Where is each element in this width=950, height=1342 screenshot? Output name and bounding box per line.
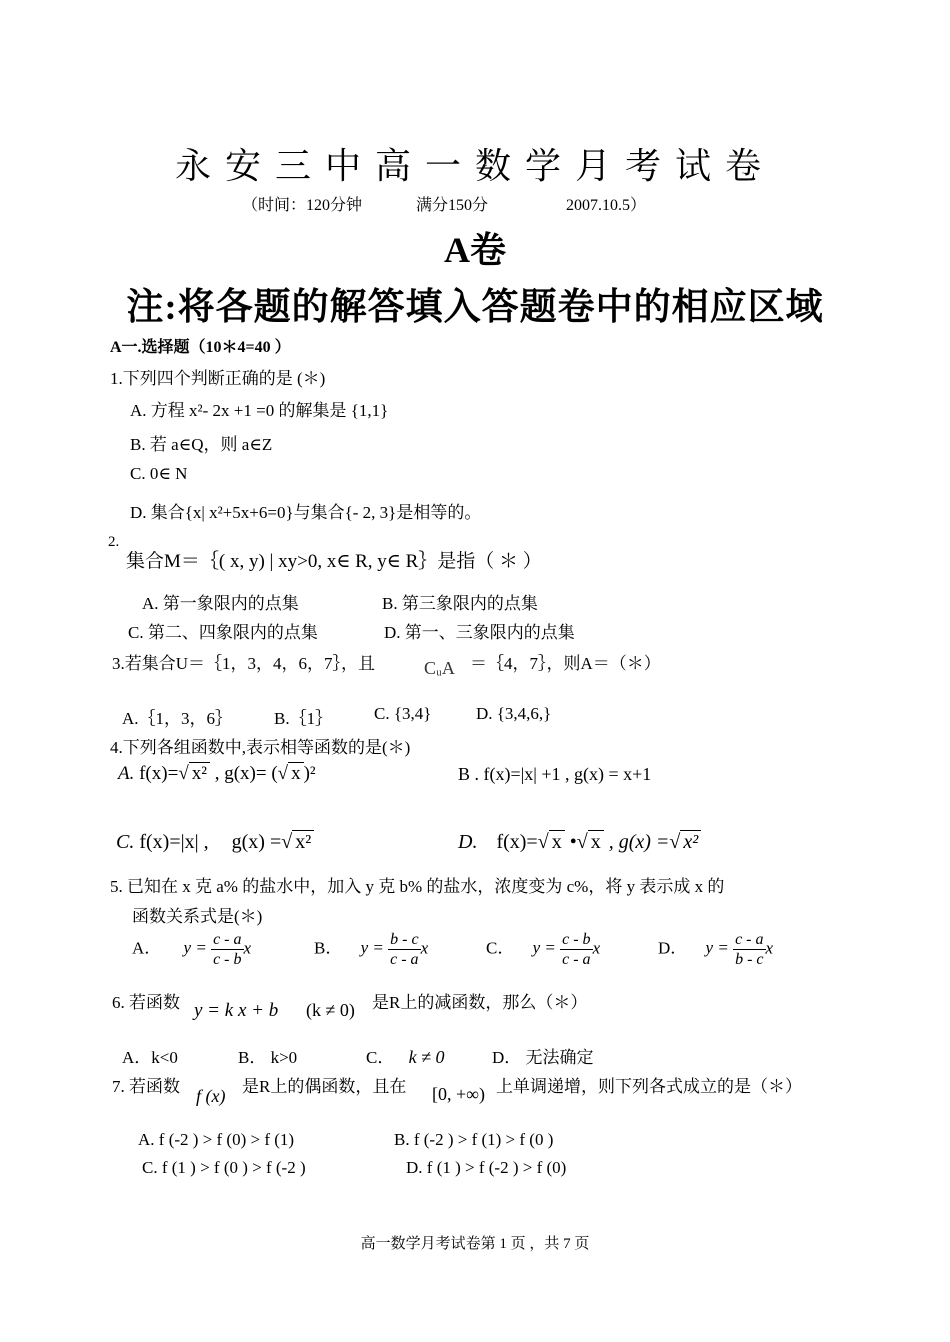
q4-c-g: g(x) = bbox=[231, 831, 282, 853]
volume-heading: A卷 bbox=[444, 230, 506, 270]
q6-stem-start: 6. 若函数 bbox=[112, 993, 180, 1012]
q6-option-b: B． k>0 bbox=[238, 1048, 298, 1067]
q4-d-f: f(x)= bbox=[496, 831, 538, 853]
q5-d-y: y = bbox=[705, 938, 729, 958]
q5-b-numerator: b - c bbox=[390, 931, 419, 948]
q6-condition: (k ≠ 0) bbox=[306, 1000, 355, 1020]
q7-function: f (x) bbox=[196, 1086, 226, 1106]
q7-stem-mid: 是R上的偶函数，且在 bbox=[242, 1077, 407, 1096]
q5-c-label: C． bbox=[486, 938, 515, 958]
q3-option-b: B.｛1｝ bbox=[274, 709, 333, 728]
q5-d-label: D． bbox=[658, 938, 688, 958]
q4-option-c: C. f(x)=|x| , g(x) =√ x² bbox=[116, 830, 314, 854]
q5-b-label: B． bbox=[314, 938, 343, 958]
exam-date: 2007.10.5） bbox=[566, 197, 647, 214]
q4-a-g-radicand: x bbox=[288, 762, 304, 785]
q7-interval: [0, +∞) bbox=[432, 1084, 485, 1104]
q3-option-c: C. {3,4} bbox=[374, 704, 432, 723]
q3-option-d: D. {3,4,6,} bbox=[476, 704, 552, 723]
q7-option-a: A. f (-2 ) > f (0) > f (1) bbox=[138, 1130, 295, 1149]
q4-a-g: , g(x)= ( bbox=[214, 763, 278, 784]
q5-a-label: A． bbox=[132, 938, 162, 958]
q5-b-fraction bbox=[388, 930, 420, 969]
q4-option-d: D. f(x)=√ x •√ x , g(x) =√ x² bbox=[458, 830, 701, 854]
q4-d-radicand-1: x bbox=[549, 830, 565, 854]
exam-time: （时间：120分钟 bbox=[242, 197, 363, 214]
q4-c-g-radicand: x² bbox=[292, 830, 314, 854]
q2-option-c: C. 第二、四象限内的点集 bbox=[128, 623, 318, 642]
q5-a-y: y = bbox=[183, 938, 207, 958]
q5-c-y: y = bbox=[532, 938, 556, 958]
q3-stem-end: ＝｛4，7｝，则A＝（＊） bbox=[470, 654, 661, 673]
q6-option-c bbox=[366, 1043, 444, 1068]
q1-option-b: B. 若 a∈Q，则 a∈Z bbox=[130, 435, 273, 454]
q7-option-b: B. f (-2 ) > f (1) > f (0 ) bbox=[394, 1130, 554, 1149]
q5-stem-line2: 函数关系式是(＊) bbox=[132, 907, 263, 926]
q4-d-label: D. bbox=[458, 831, 478, 853]
q2-stem: 集合M＝｛( x, y) | xy>0, x∈ R, y∈ R｝是指（ ＊ ） bbox=[126, 551, 542, 572]
q6-formula: y = k x + b bbox=[194, 1000, 279, 1021]
q5-a-fraction bbox=[211, 930, 243, 969]
q2-number: 2. bbox=[108, 534, 120, 550]
q5-b-x: x bbox=[420, 938, 429, 958]
q4-a-f-radicand: x² bbox=[189, 762, 210, 785]
q5-a-denominator: c - b bbox=[213, 951, 242, 968]
q5-d-denominator: b - c bbox=[735, 951, 764, 968]
q4-option-b: B . f(x)=|x| +1 , g(x) = x+1 bbox=[458, 764, 652, 784]
q4-option-a: A. f(x)=√ x² , g(x)= (√ x )² bbox=[118, 763, 316, 784]
q5-c-numerator: c - b bbox=[562, 931, 591, 948]
q1-option-d: D. 集合{x| x²+5x+6=0}与集合{- 2, 3}是相等的。 bbox=[130, 503, 482, 522]
q5-option-d bbox=[658, 930, 773, 969]
q5-d-numerator: c - a bbox=[735, 931, 764, 948]
q5-b-y: y = bbox=[360, 938, 384, 958]
q7-option-d: D. f (1 ) > f (-2 ) > f (0) bbox=[406, 1158, 567, 1177]
page-footer: 高一数学月考试卷第 1 页 ，共 7 页 bbox=[360, 1236, 590, 1252]
q5-a-x: x bbox=[243, 938, 252, 958]
exam-title: 永安三中高一数学月考试卷 bbox=[174, 146, 775, 186]
q4-a-label: A. bbox=[118, 763, 135, 784]
section-heading: A一.选择题（10＊4=40 ） bbox=[110, 339, 291, 356]
exam-score: 满分150分 bbox=[416, 197, 489, 214]
q4-d-g-radicand: x² bbox=[680, 830, 701, 854]
q6-c-label: C． bbox=[366, 1048, 395, 1067]
q1-stem: 1.下列四个判断正确的是 (＊) bbox=[110, 369, 326, 388]
q6-c-value: k ≠ 0 bbox=[408, 1047, 445, 1067]
q6-option-d: D． 无法确定 bbox=[492, 1048, 594, 1067]
q7-stem-start: 7. 若函数 bbox=[112, 1077, 180, 1096]
q4-stem: 4.下列各组函数中,表示相等函数的是(＊) bbox=[110, 738, 411, 757]
q2-option-a: A. 第一象限内的点集 bbox=[142, 594, 299, 613]
q5-option-a bbox=[132, 930, 251, 969]
q6-option-a: A．k<0 bbox=[122, 1048, 178, 1067]
q4-c-f: f(x)=|x| , bbox=[139, 831, 209, 853]
q5-a-numerator: c - a bbox=[213, 931, 242, 948]
q5-option-c bbox=[486, 930, 600, 969]
q4-a-f: f(x)= bbox=[139, 763, 179, 784]
q5-option-b bbox=[314, 930, 428, 969]
answer-note: 注:将各题的解答填入答题卷中的相应区域 bbox=[126, 287, 824, 328]
q5-c-denominator: c - a bbox=[562, 951, 591, 968]
q3-stem-start: 3.若集合U＝｛1，3，4，6，7｝，且 bbox=[112, 654, 376, 673]
q3-complement: CᵤA bbox=[424, 658, 455, 678]
q4-d-dot: • bbox=[569, 831, 577, 853]
q2-option-d: D. 第一、三象限内的点集 bbox=[384, 623, 575, 642]
q4-d-radicand-2: x bbox=[588, 830, 604, 854]
q4-c-label: C. bbox=[116, 831, 135, 853]
q1-option-c: C. 0∈ N bbox=[130, 464, 188, 483]
q5-d-x: x bbox=[765, 938, 774, 958]
q5-d-fraction bbox=[733, 930, 765, 969]
q5-c-x: x bbox=[592, 938, 601, 958]
exam-info bbox=[242, 192, 646, 215]
q7-option-c: C. f (1 ) > f (0 ) > f (-2 ) bbox=[142, 1158, 306, 1177]
q4-d-g: , g(x) = bbox=[608, 831, 670, 853]
q6-stem-end: 是R上的减函数，那么（＊） bbox=[372, 993, 588, 1012]
q5-c-fraction bbox=[560, 930, 592, 969]
q1-option-a: A. 方程 x²- 2x +1 =0 的解集是 {1,1} bbox=[130, 401, 389, 420]
q7-stem-end: 上单调递增，则下列各式成立的是（＊） bbox=[496, 1077, 802, 1096]
q5-b-denominator: c - a bbox=[390, 951, 419, 968]
q2-option-b: B. 第三象限内的点集 bbox=[382, 594, 538, 613]
q4-a-g-end: )² bbox=[303, 763, 316, 784]
q5-stem-line1: 5. 已知在 x 克 a% 的盐水中，加入 y 克 b% 的盐水，浓度变为 c%，将 y 表示成 x 的 bbox=[110, 877, 725, 896]
q3-option-a: A.｛1，3，6｝ bbox=[122, 709, 233, 728]
